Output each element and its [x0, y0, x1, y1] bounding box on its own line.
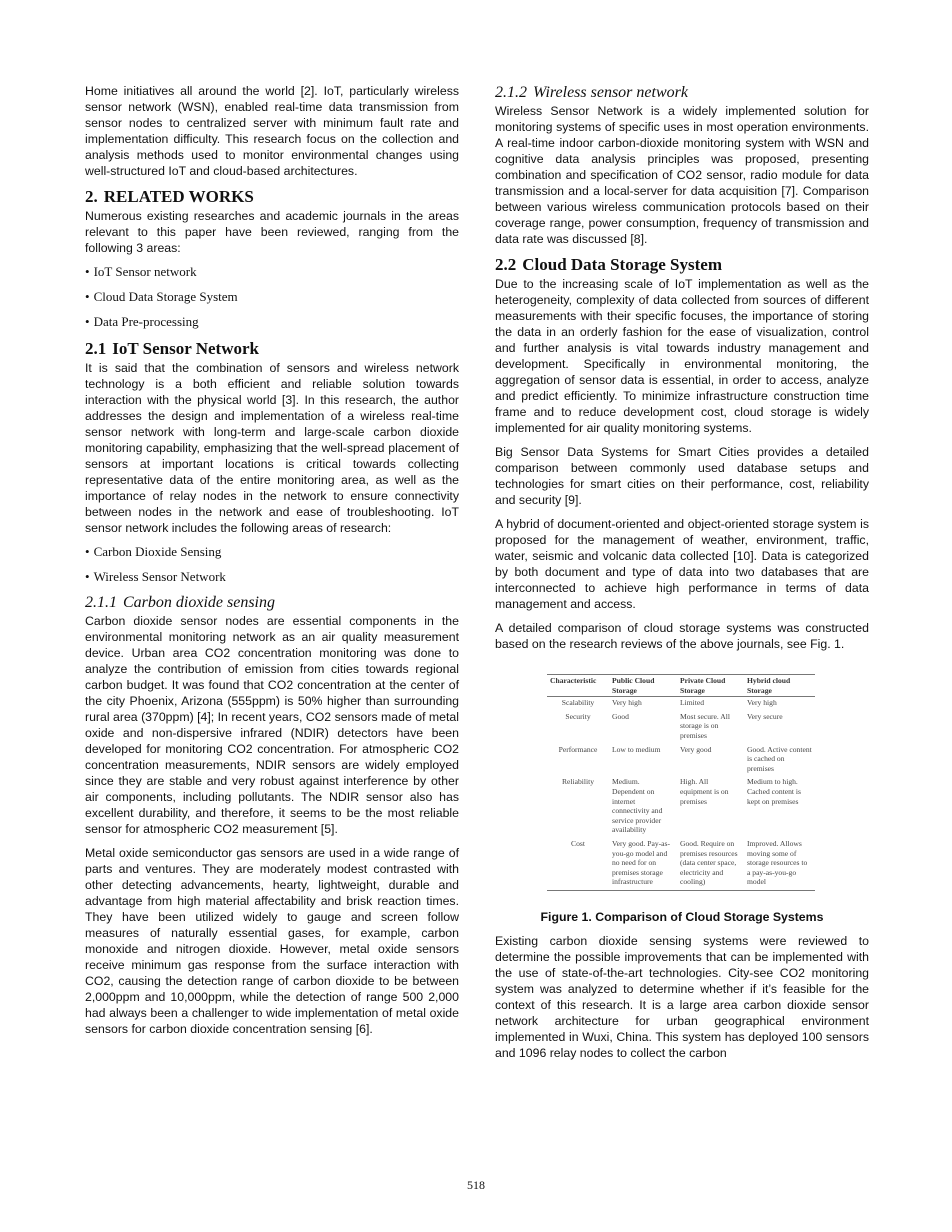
- list-item: • IoT Sensor network: [85, 264, 197, 279]
- table-cell: Very high: [747, 698, 777, 708]
- cloud-storage-paragraph-1: Due to the increasing scale of IoT implementation as well as the heterogeneity, complexity of data collected from sources of different measurements with their specific focuses, the importance of storing the data in an orderly fashion for the ease of visualization, control and further analysis is vital towards industry management and development. Specifically in environmental monitoring, the aggregation of sensor data is essential, in order to access, analyze and predict efficiently. To minimize infrastructure construction time frame and to reduce development cost, cloud storage is widely implemented for air quality monitoring systems.: [495, 277, 869, 435]
- list-item: • Wireless Sensor Network: [85, 569, 226, 584]
- intro-paragraph: Home initiatives all around the world [2]. IoT, particularly wireless sensor network (WSN), enabled real-time data transmission from sensor nodes to centralized server with minimum fault rate and implementation difficulty. This research focus on the collection and analysis methods used to monitor environmental changes using well-structured IoT and cloud-based architectures.: [85, 84, 459, 178]
- cloud-storage-paragraph-4: A detailed comparison of cloud storage systems was constructed based on the research reviews of the above journals, see Fig. 1.: [495, 621, 869, 651]
- section-heading-related-works: [85, 187, 459, 207]
- bullet-icon: •: [85, 264, 90, 279]
- table-cell: Security: [565, 711, 591, 721]
- subsection-heading-wireless-sensor-network: [495, 84, 869, 102]
- table-cell: Low to medium: [612, 744, 661, 754]
- section-number: 2.1: [85, 339, 107, 358]
- list-item: • Carbon Dioxide Sensing: [85, 544, 222, 559]
- table-cell: Most secure. All storage is on premises: [680, 711, 730, 740]
- cloud-storage-paragraph-3: A hybrid of document-oriented and object-oriented storage system is proposed for the management of weather, environment, traffic, water, seismic and volcanic data collected [10]. Data is categorized by both document and type of data into two databases that are interconnected to achieve high performance in terms of data management and access.: [495, 517, 869, 611]
- page-number: 518: [467, 1178, 485, 1192]
- left-column: [85, 83, 459, 1045]
- related-areas-list: [85, 264, 459, 330]
- table-row: [547, 697, 815, 711]
- section-number: 2.2: [495, 255, 517, 274]
- subsection-number: 2.1.2: [495, 84, 527, 101]
- related-works-paragraph: Numerous existing researches and academic journals in the areas relevant to this paper have been reviewed, ranging from the following 3 areas:: [85, 209, 459, 255]
- column-header: Public Cloud Storage: [609, 675, 677, 697]
- section-heading-cloud-data-storage: [495, 255, 869, 275]
- table-cell: Good. Require on premises resources (data center space, electricity and cooling): [677, 838, 744, 890]
- figure-caption: Figure 1. Comparison of Cloud Storage Systems: [540, 909, 824, 924]
- section-number: 2.: [85, 187, 98, 206]
- section-title: RELATED WORKS: [103, 187, 254, 206]
- table-cell: Medium. Dependent on internet connectivity and service provider availability: [612, 777, 663, 835]
- figure-1: [547, 674, 815, 891]
- table-cell: Good: [612, 711, 629, 721]
- table-cell: Performance: [558, 744, 598, 754]
- bullet-icon: •: [85, 544, 90, 559]
- column-header: Characteristic: [547, 675, 609, 697]
- carbon-sensing-paragraph-1: Carbon dioxide sensor nodes are essential components in the environmental monitoring network as an air quality measurement device. Urban area CO2 concentration monitoring was done to analyze the contribution of emission from cities towards regional carbon budget. It was found that CO2 concentration at the center of the city Phoenix, Arizona (555ppm) is 50% higher than surrounding rural area (370ppm) [4]; In recent years, CO2 sensors made of metal oxide and non-dispersive infrared (NDIR) detectors have been developed for monitoring CO2 concentration. For atmospheric CO2 concentration measurements, NDIR sensors are widely employed since they are stable and very robust against interference by other air components, including pollutants. The NDIR sensor also has excellent durability, and therefore, it seems to be the most reliable sensor for atmospheric CO2 measurement [5].: [85, 614, 459, 836]
- section-title: IoT Sensor Network: [112, 339, 259, 358]
- table-cell: Very secure: [747, 711, 783, 721]
- table-cell: Good. Active content is cached on premises: [747, 744, 812, 773]
- bullet-icon: •: [85, 314, 90, 329]
- comparison-table: [547, 674, 815, 891]
- table-row: [547, 711, 815, 744]
- wsn-paragraph: Wireless Sensor Network is a widely implemented solution for monitoring systems of specific uses in most operation environments. A real-time indoor carbon-dioxide monitoring system with WSN and cognitive data analysis principles was proposed, presenting combination and specification of CO2 sensor, radio module for data transmission and a local-server for data acquisition [7]. Comparison between various wireless communication protocols based on their coverage range, power consumption, frequency of transmission and data rate was discussed [8].: [495, 104, 869, 246]
- table-cell: Very good: [680, 744, 712, 754]
- cloud-storage-paragraph-2: Big Sensor Data Systems for Smart Cities provides a detailed comparison between commonly used database setups and technologies for smart cities on their performance, cost, reliability and security [9].: [495, 445, 869, 507]
- bullet-icon: •: [85, 569, 90, 584]
- table-cell: Scalability: [561, 698, 595, 708]
- section-title: Cloud Data Storage System: [522, 255, 722, 274]
- subsection-heading-carbon-dioxide-sensing: [85, 594, 459, 612]
- iot-sensor-network-paragraph: It is said that the combination of sensors and wireless network technology is a both efficient and reliable solution towards interaction with the physical world [3]. In this research, the author addresses the design and implementation of a wireless real-time sensor network with long-term and large-scale carbon dioxide monitoring capability, emphasizing that the well-spread placement of sensors at important locations is critical towards collecting representative data of the entire monitoring area, as well as the importance of relay nodes in the network to ensure connectivity between nodes in the network and ease of troubleshooting. IoT sensor network includes the following areas of research:: [85, 361, 459, 535]
- table-cell: High. All equipment is on premises: [680, 777, 729, 806]
- bullet-icon: •: [85, 289, 90, 304]
- right-column: [495, 83, 869, 1069]
- table-cell: Reliability: [561, 777, 595, 787]
- column-header: Hybrid cloud Storage: [744, 675, 815, 697]
- table-cell: Limited: [680, 698, 705, 708]
- subsection-number: 2.1.1: [85, 594, 117, 611]
- subsection-title: Carbon dioxide sensing: [123, 594, 275, 611]
- table-row: [547, 838, 815, 890]
- carbon-sensing-paragraph-2: Metal oxide semiconductor gas sensors are used in a wide range of parts and ventures. They are moderately modest contrasted with other detecting advancements, hearty, lightweight, durable and advantage from high material affectability and brisk reaction times. They have been utilized widely to gauge and screen follow measures of naturally essential gases, for example, carbon monoxide and nitrogen dioxide. However, metal oxide sensors receive minimum gas response from the surface interaction with CO2, causing the detection range of carbon dioxide to be between 2,000ppm and 10,000ppm, while the detection of range 500 2,000 had always been a challenger to wide implementation of metal oxide sensors for carbon dioxide concentration sensing [6].: [85, 846, 459, 1036]
- subsection-title: Wireless sensor network: [533, 84, 688, 101]
- table-cell: Improved. Allows moving some of storage resources to a pay-as-you-go model: [744, 838, 815, 890]
- list-item: • Data Pre-processing: [85, 314, 199, 329]
- section-heading-iot-sensor-network: [85, 339, 459, 359]
- column-header: Private Cloud Storage: [677, 675, 744, 697]
- table-cell: Very good. Pay-as-you-go model and no need for on premises storage infrastructure: [609, 838, 677, 890]
- table-cell: Very high: [612, 698, 642, 708]
- table-cell: Medium to high. Cached content is kept on premises: [747, 777, 801, 806]
- table-cell: Cost: [547, 838, 609, 890]
- table-row: [547, 776, 815, 838]
- iot-research-areas-list: [85, 544, 459, 585]
- closing-paragraph: Existing carbon dioxide sensing systems were reviewed to determine the possible improvements that can be implemented with the use of state-of-the-art technologies. City-see CO2 monitoring system was analyzed to determine whether if it’s feasible for the context of this research. It is a large area carbon dioxide sensor network architecture for urban geographical environment implemented in Wuxi, China. This system has deployed 100 sensors and 1096 relay nodes to collect the carbon: [495, 933, 869, 1060]
- list-item: • Cloud Data Storage System: [85, 289, 238, 304]
- table-row: [547, 744, 815, 777]
- table-header-row: [547, 675, 815, 697]
